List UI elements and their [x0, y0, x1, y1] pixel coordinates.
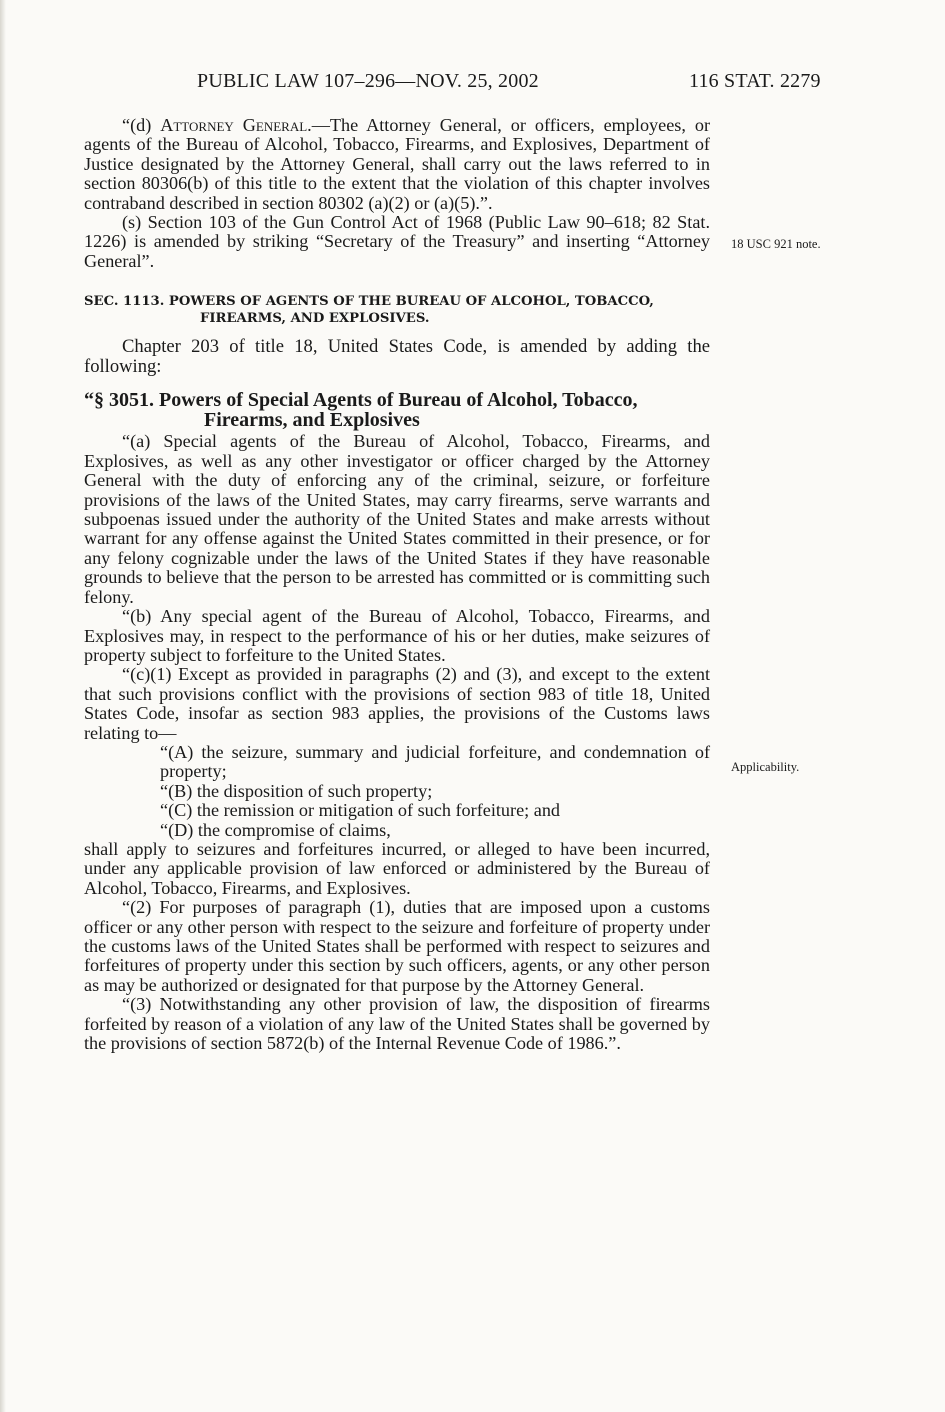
paragraph-3: “(3) Notwithstanding any other provision of law, the disposition of firearms forfeited by reason of a violation of any law of the United States shall be governed by the provisions of section 5872(b) of the Internal Revenue Code of 1986.”. — [84, 994, 710, 1054]
margin-note-applicability: Applicability. — [731, 760, 800, 774]
paragraph-d-open: “(d) — [122, 115, 161, 135]
paragraph-d — [84, 116, 710, 213]
body-column — [84, 116, 710, 1053]
paragraph-b: “(b) Any special agent of the Bureau of Alcohol, Tobacco, Firearms, and Explosives may, in respect to the performance of his or her duties, make seizures of property subject to forfeiture to the United States. — [84, 606, 710, 665]
paragraph-a: “(a) Special agents of the Bureau of Alcohol, Tobacco, Firearms, and Explosives, as well as any other investigator or officer charged by the Attorney General with the duty of enforcing any of the criminal, seizure, or forfeiture provisions of the laws of the United States, may carry firearms, serve warrants and subpoenas issued under the authority of the United States and make arrests without warrant for any offense against the United States committed in their presence, or for any felony cognizable under the laws of the United States if they have reasonable grounds to believe that the person to be arrested has committed or is committing such felony. — [84, 431, 710, 607]
running-header — [0, 70, 945, 96]
margin-note-usc: 18 USC 921 note. — [731, 237, 821, 251]
paragraph-d-text: .—The Attorney General, or officers, employees, or agents of the Bureau of Alcohol, Tobacco, Firearms, and Explosives, Department of Justice designated by the Attorney General, shall carry out the laws referred to in section 80306(b) of this title to the extent that the violation of this chapter involves contraband described in section 80302 (a)(2) or (a)(5).”. — [84, 115, 711, 213]
chapter-intro: Chapter 203 of title 18, United States Code, is amended by adding the following: — [84, 336, 710, 377]
page-edge-shadow — [0, 0, 6, 1412]
item-c: “(C) the remission or mitigation of such forfeiture; and — [160, 800, 561, 821]
section-3051-heading: “§ 3051. Powers of Special Agents of Bureau of Alcohol, Tobacco, Firearms, and Explosives — [84, 389, 638, 432]
section-label: SEC. 1113. — [84, 294, 165, 310]
paragraph-d-heading: Attorney General — [160, 115, 308, 135]
paragraph-2: “(2) For purposes of paragraph (1), duties that are imposed upon a customs officer or any other person with respect to the seizure and forfeiture of property under the customs laws of the United States shall be performed with respect to seizures and forfeitures of property under this section by such officers, agents, or any other person as may be authorized or designated for that purpose by the Attorney General. — [84, 897, 710, 995]
item-b: “(B) the disposition of such property; — [160, 780, 433, 801]
item-d: “(D) the compromise of claims, — [160, 819, 391, 840]
item-a: “(A) the seizure, summary and judicial forfeiture, and condemnation of property; — [160, 741, 710, 782]
header-page-number: 116 STAT. 2279 — [689, 70, 821, 92]
section-title: POWERS OF AGENTS OF THE BUREAU OF ALCOHOL, TOBACCO, FIREARMS, AND EXPLOSIVES. — [168, 294, 654, 327]
paragraph-c1: “(c)(1) Except as provided in paragraphs (2) and (3), and except to the extent that such provisions conflict with the provisions of section 983 of title 18, United States Code, insofar as section 983 applies, the provisions of the Customs laws relating to— — [84, 664, 710, 743]
paragraph-s: (s) Section 103 of the Gun Control Act of 1968 (Public Law 90–618; 82 Stat. 1226) is amended by striking “Secretary of the Treasury” and inserting “Attorney General”. — [84, 212, 710, 271]
paragraph-c1-continuation: shall apply to seizures and forfeitures incurred, or alleged to have been incurred, under any applicable provision of law enforced or administered by the Bureau of Alcohol, Tobacco, Firearms, and Explosives. — [84, 838, 710, 898]
header-title: PUBLIC LAW 107–296—NOV. 25, 2002 — [197, 70, 539, 92]
section-1113-heading — [84, 293, 710, 327]
